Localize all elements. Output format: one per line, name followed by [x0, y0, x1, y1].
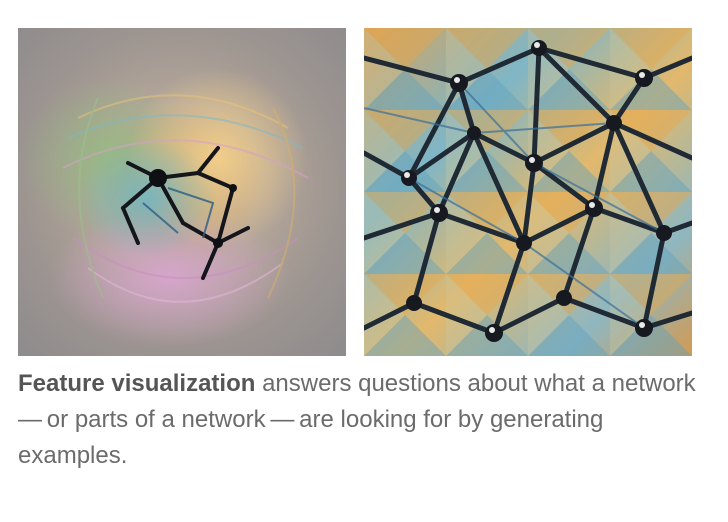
neuron-visualization-image — [18, 28, 346, 356]
caption-lead: Feature visualization — [18, 370, 256, 397]
figure-caption — [18, 366, 710, 474]
channel-visualization-image — [364, 28, 692, 356]
caption-body: answers questions about what a network — or parts of a network — are looking for by generating examples. — [18, 370, 701, 469]
